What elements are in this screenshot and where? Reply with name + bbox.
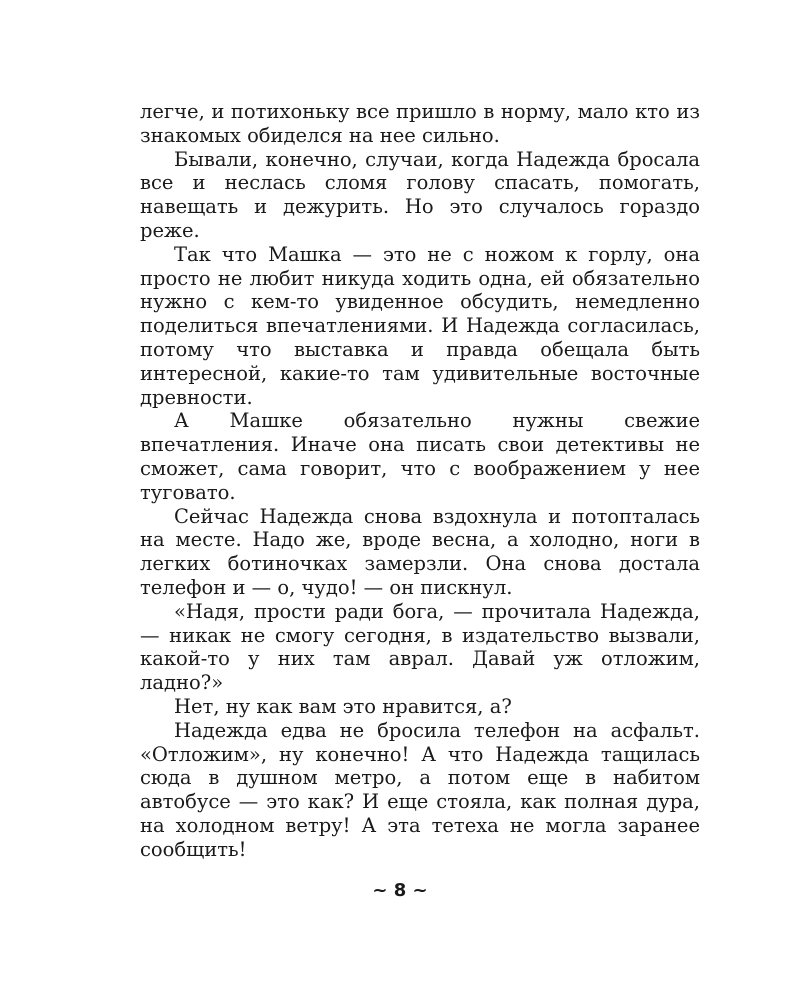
page-number: ~ 8 ~ — [372, 880, 428, 901]
paragraph-1: легче, и потихоньку все пришло в норму, мало кто из знакомых обиделся на нее сильно. — [140, 100, 700, 147]
paragraph-4: А Машке обязательно нужны свежие впечатления. Иначе она писать свои детективы не сможет, сама говорит, что с воображением у нее туговато. — [140, 409, 700, 504]
paragraph-2: Бывали, конечно, случаи, когда Надежда бросала все и неслась сломя голову спасать, помогать, навещать и дежурить. Но это случалось гораздо реже. — [140, 147, 700, 242]
paragraph-8: Надежда едва не бросила телефон на асфальт. «Отложим», ну конечно! А что Надежда тащилась сюда в душном метро, а потом еще в набитом автобусе — это как? И еще стояла, как полная дура, на холодном ветру! А эта тетеха не могла заранее сообщить! — [140, 718, 700, 861]
body-text — [140, 100, 700, 862]
paragraph-3: Так что Машка — это не с ножом к горлу, она просто не любит никуда ходить одна, ей обязательно нужно с кем-то увиденное обсудить, немедленно поделиться впечатлениями. И Надежда согласилась, потому что выставка и правда обещала быть интересной, какие-то там удивительные восточные древности. — [140, 242, 700, 409]
paragraph-7: Нет, ну как вам это нравится, а? — [174, 694, 512, 718]
paragraph-6: «Надя, прости ради бога, — прочитала Надежда, — никак не смогу сегодня, в издательство вызвали, какой-то у них там аврал. Давай уж отложим, ладно?» — [140, 599, 700, 695]
paragraph-5: Сейчас Надежда снова вздохнула и потопталась на месте. Надо же, вроде весна, а холодно, ноги в легких ботиночках замерзли. Она снова достала телефон и — о, чудо! — он пискнул. — [140, 504, 700, 599]
